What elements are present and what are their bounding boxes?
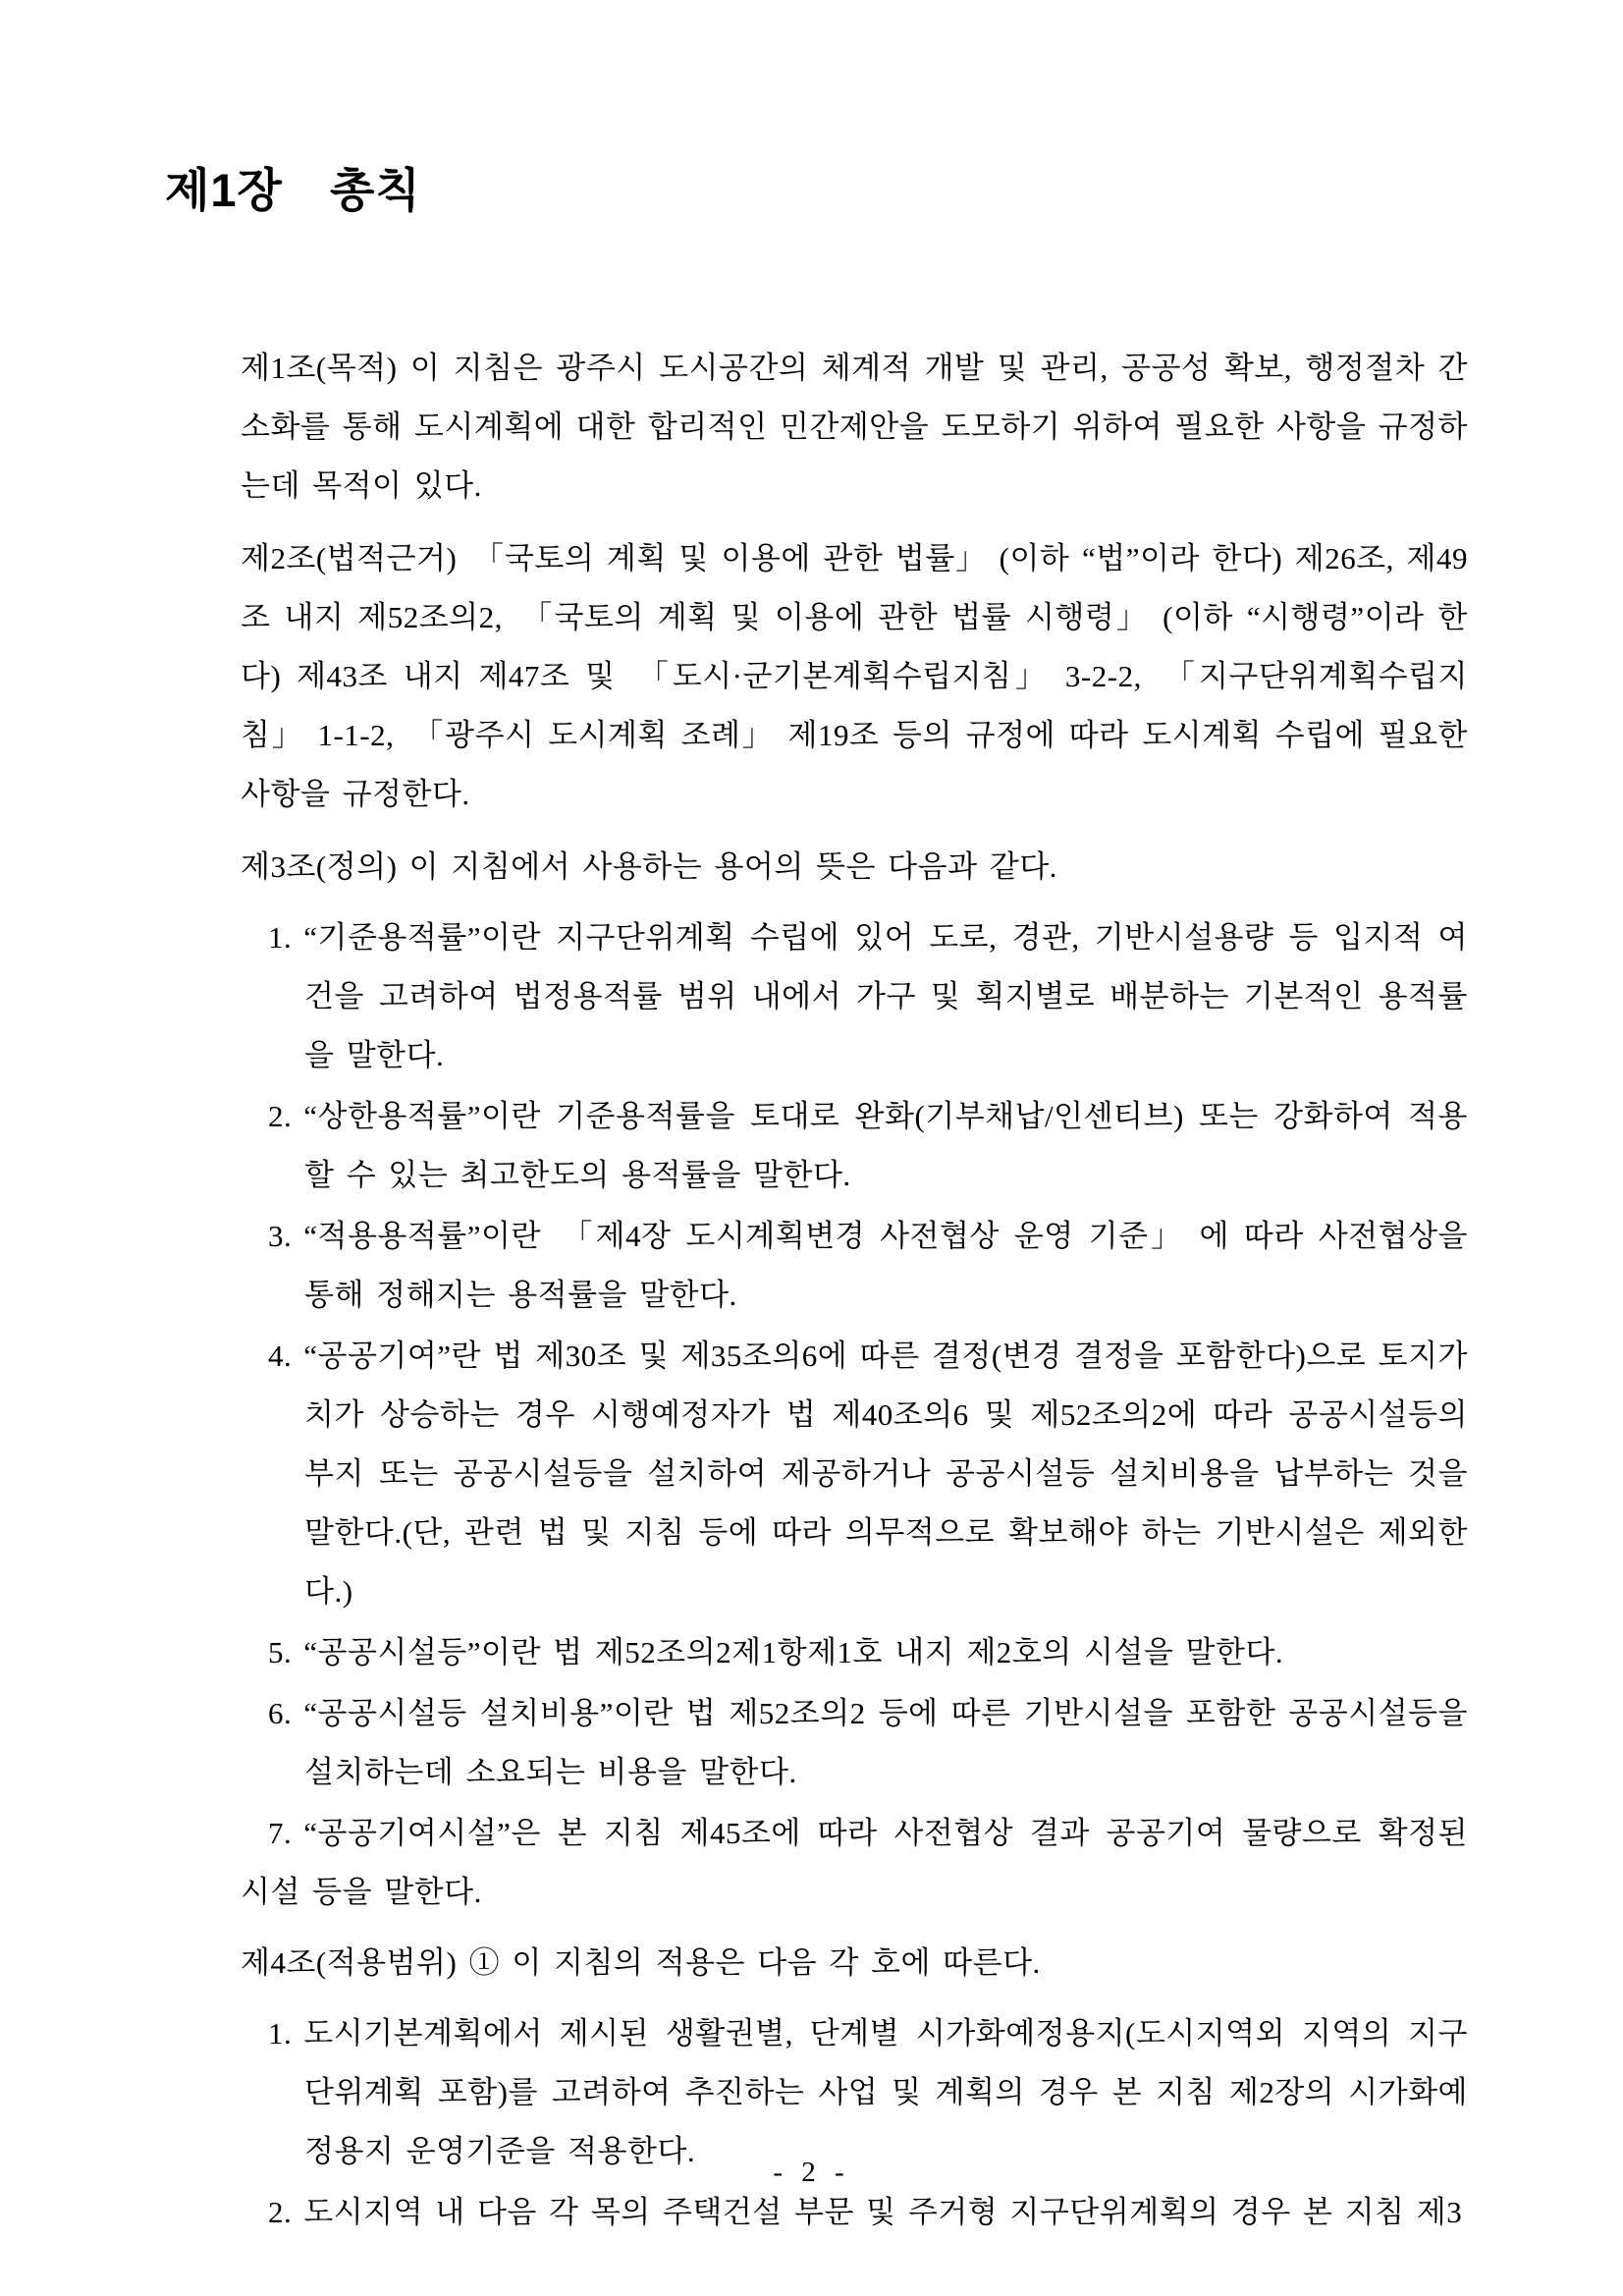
item-text: 도시지역 내 다음 각 목의 주택건설 부문 및 주거형 지구단위계획의 경우 본 지침 제3 xyxy=(303,2195,1463,2229)
definition-item-3 xyxy=(268,1207,1468,1325)
item-text: “적용용적률”이란 「제4장 도시계획변경 사전협상 운영 기준」 에 따라 사전협상을 통해 정해지는 용적률을 말한다. xyxy=(303,1219,1468,1312)
item-text: “공공시설등”이란 법 제52조의2제1항제1호 내지 제2호의 시설을 말한다. xyxy=(303,1635,1284,1669)
item-text: “상한용적률”이란 기준용적률을 토대로 완화(기부채납/인센티브) 또는 강화하여 적용할 수 있는 최고한도의 용적률을 말한다. xyxy=(303,1099,1468,1192)
definition-item-5 xyxy=(268,1623,1468,1682)
chapter-title: 제1장 총칙 xyxy=(165,164,421,216)
article-3-definition-list xyxy=(241,908,1468,1922)
item-number: 5. xyxy=(268,1635,293,1669)
item-number: 4. xyxy=(268,1339,293,1373)
item-text: “공공기여시설”은 본 지침 제45조에 따라 사전협상 결과 공공기여 물량으로 확정된 시설 등을 말한다. xyxy=(241,1816,1468,1909)
article-1-paragraph: 제1조(목적) 이 지침은 광주시 도시공간의 체계적 개발 및 관리, 공공성 확보, 행정절차 간소화를 통해 도시계획에 대한 합리적인 민간제안을 도모하기 위하여 필요한 사항을 규정하는데 목적이 있다. xyxy=(241,351,1468,503)
item-number: 1. xyxy=(268,920,293,955)
definition-item-1 xyxy=(268,908,1468,1085)
definition-item-7 xyxy=(241,1804,1468,1922)
item-text: “공공기여”란 법 제30조 및 제35조의6에 따른 결정(변경 결정을 포함한다)으로 토지가치가 상승하는 경우 시행예정자가 법 제40조의6 및 제52조의2에 따라 공공시설등의 부지 또는 공공시설등을 설치하여 제공하거나 공공시설등 설치비용을 납부하는 것을 말한다.(단, 관련 법 및 지침 등에 따라 의무적으로 확보해야 하는 기반시설은 제외한다.) xyxy=(303,1339,1468,1609)
page-number: - 2 - xyxy=(773,2157,850,2188)
item-text: “기준용적률”이란 지구단위계획 수립에 있어 도로, 경관, 기반시설용량 등 입지적 여건을 고려하여 법정용적률 범위 내에서 가구 및 획지별로 배분하는 기본적인 용적률을 말한다. xyxy=(303,920,1468,1072)
item-number: 7. xyxy=(268,1816,293,1850)
item-text: 도시기본계획에서 제시된 생활권별, 단계별 시가화예정용지(도시지역외 지역의 지구단위계획 포함)를 고려하여 추진하는 사업 및 계획의 경우 본 지침 제2장의 시가화예정용지 운영기준을 적용한다. xyxy=(303,2016,1468,2168)
item-number: 6. xyxy=(268,1696,293,1730)
document-body xyxy=(241,339,1468,2254)
item-number: 1. xyxy=(268,2016,293,2050)
item-number: 2. xyxy=(268,1099,293,1133)
article-2-paragraph: 제2조(법적근거) 「국토의 계획 및 이용에 관한 법률」 (이하 “법”이라 한다) 제26조, 제49조 내지 제52조의2, 「국토의 계획 및 이용에 관한 법률 시행령」 (이하 “시행령”이라 한다) 제43조 내지 제47조 및 「도시·군기본계획수립지침」 3-2-2, 「지구단위계획수립지침」 1-1-2, 「광주시 도시계획 조례」 제19조 등의 규정에 따라 도시계획 수립에 필요한 사항을 규정한다. xyxy=(241,541,1468,811)
article-4-heading: 제4조(적용범위) ① 이 지침의 적용은 다음 각 호에 따른다. xyxy=(241,1945,1041,1980)
article-3-heading: 제3조(정의) 이 지침에서 사용하는 용어의 뜻은 다음과 같다. xyxy=(241,849,1057,884)
item-number: 3. xyxy=(268,1219,293,1253)
item-number: 2. xyxy=(268,2195,293,2229)
item-text: “공공시설등 설치비용”이란 법 제52조의2 등에 따른 기반시설을 포함한 공공시설등을 설치하는데 소요되는 비용을 말한다. xyxy=(303,1696,1468,1789)
definition-item-6 xyxy=(268,1684,1468,1802)
definition-item-4 xyxy=(268,1327,1468,1621)
article-4-scope-list xyxy=(241,2004,1468,2242)
scope-item-2 xyxy=(268,2183,1468,2242)
definition-item-2 xyxy=(268,1087,1468,1205)
